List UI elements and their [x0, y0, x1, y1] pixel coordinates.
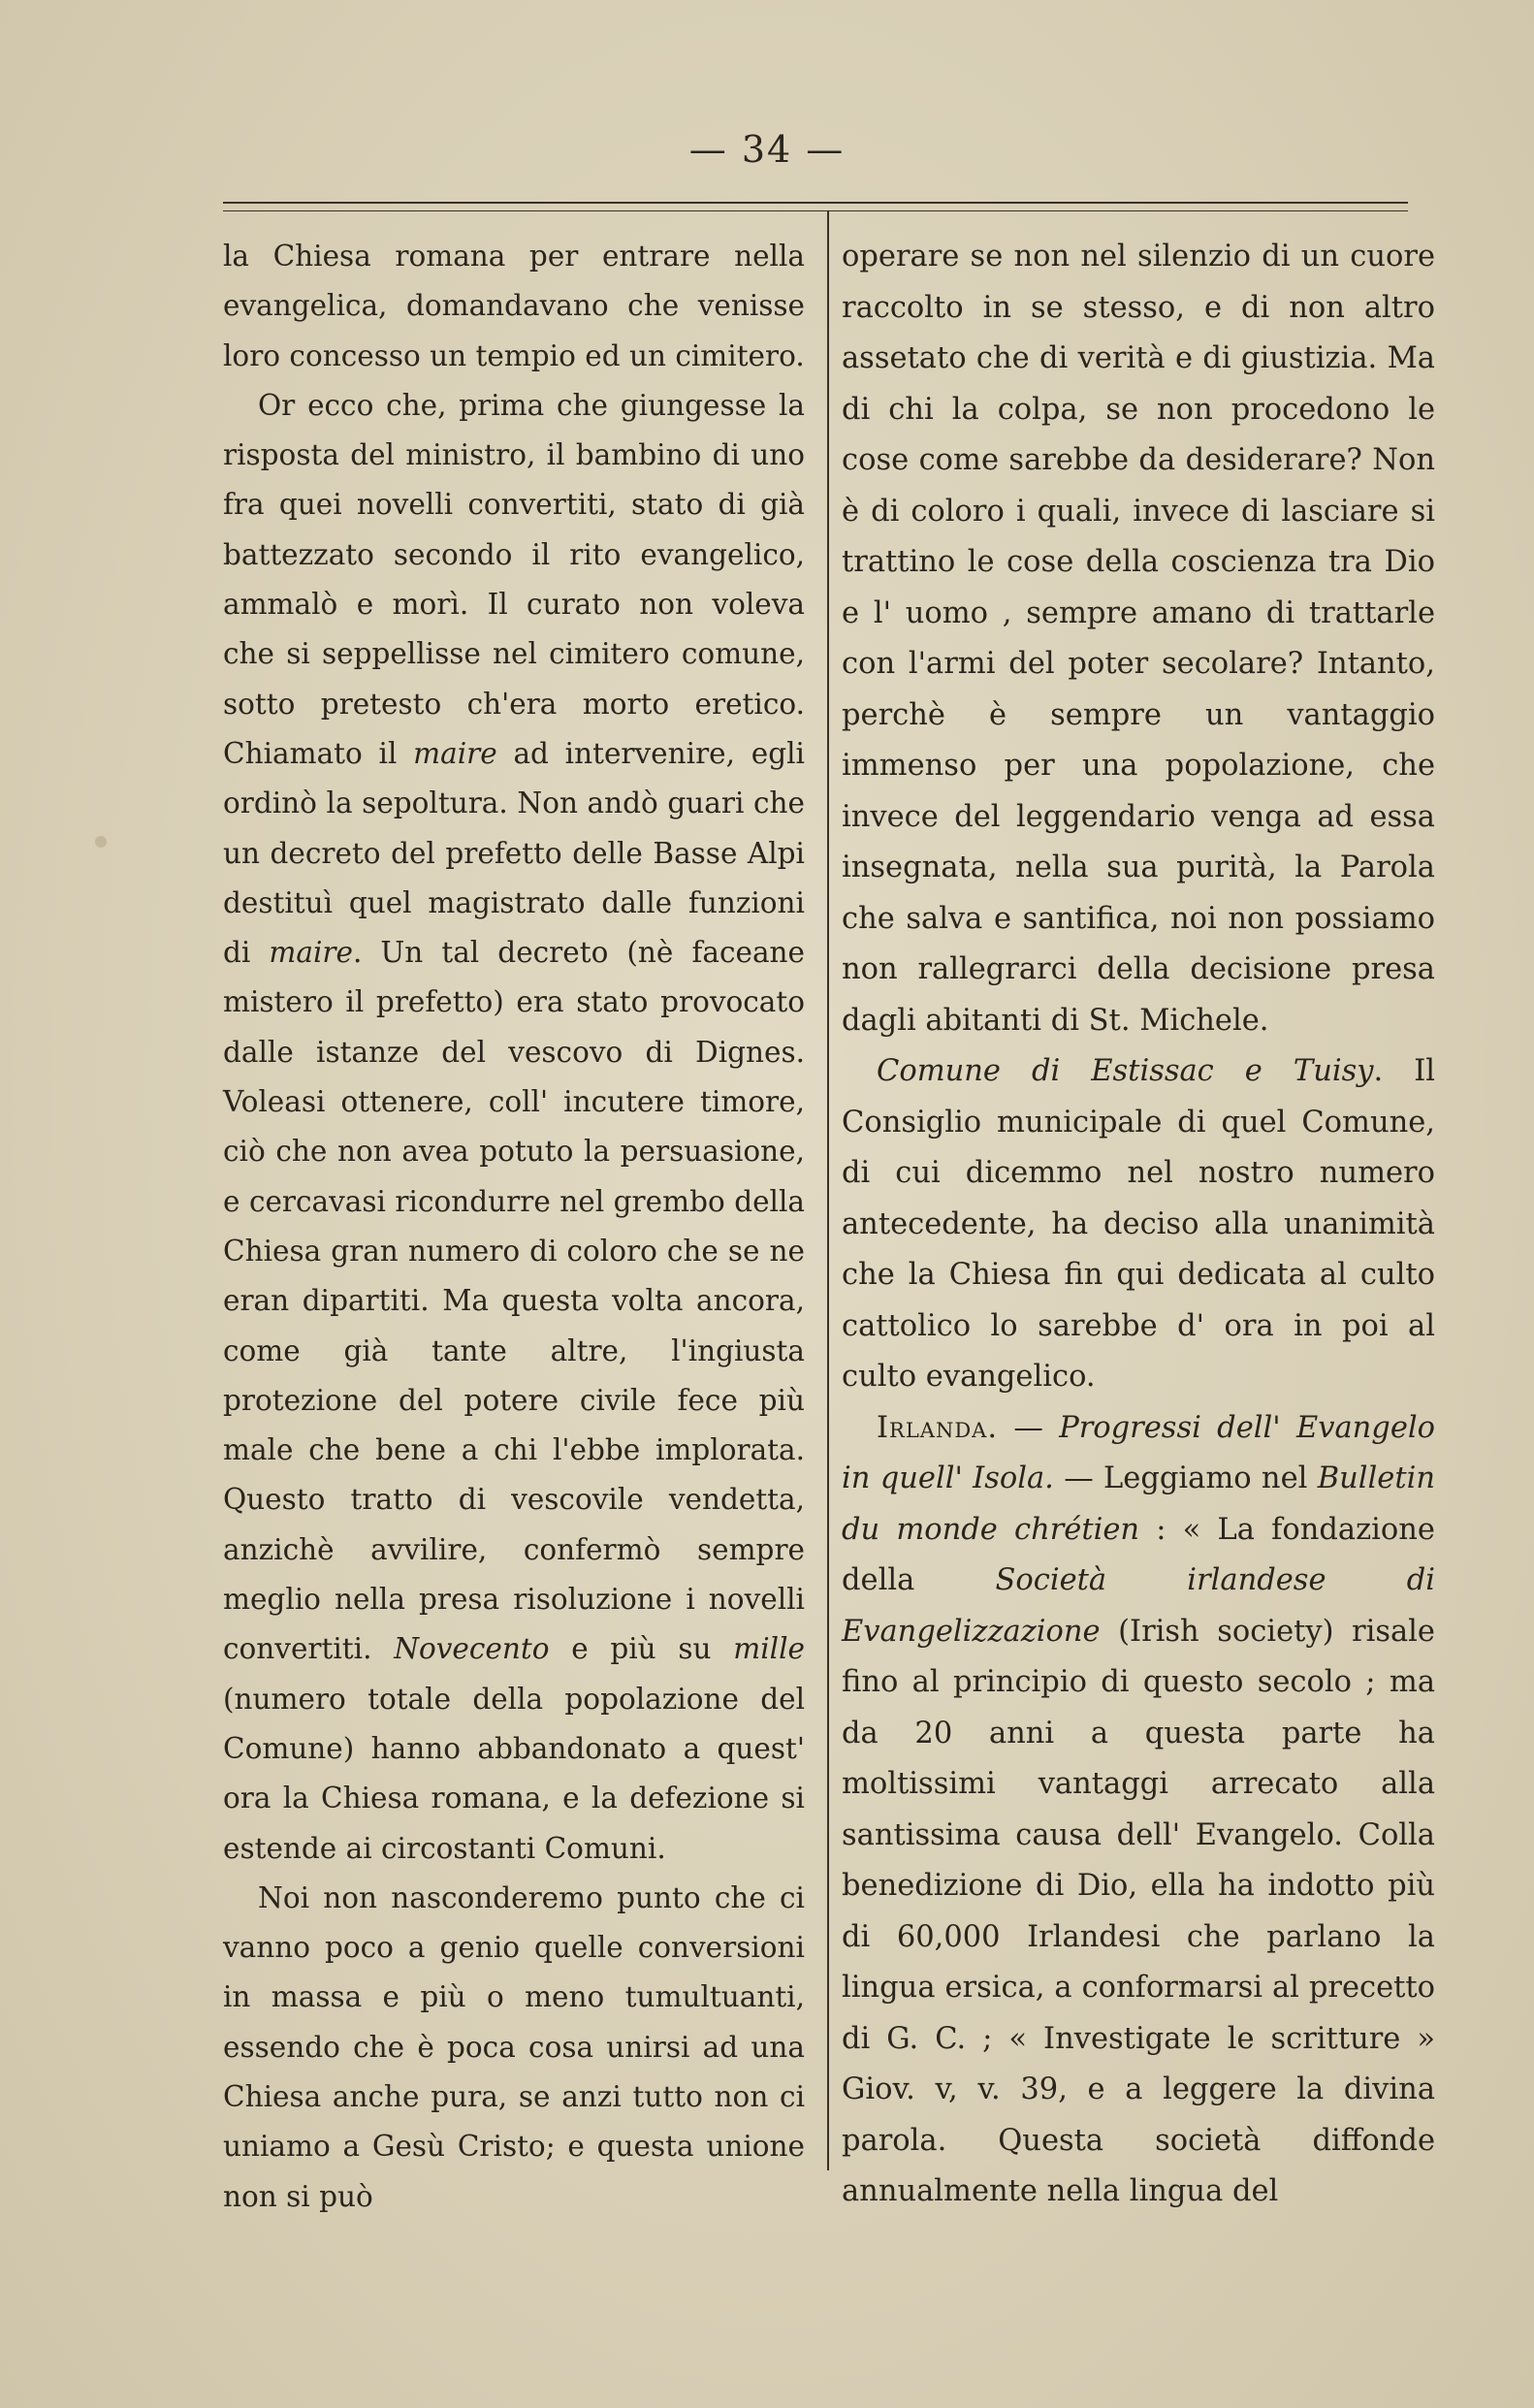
left-p1-text: la Chiesa romana per entrare nella evangelica, domandavano che venisse loro concesso un tempio ed un cimitero. — [223, 240, 805, 372]
left-paragraph-3 — [223, 1874, 805, 2222]
left-paragraph-1 — [223, 232, 805, 381]
right-paragraph-3 — [842, 1403, 1435, 2218]
left-p2-mille: mille — [733, 1632, 805, 1666]
right-p2-heading: Comune di Estissac e Tuisy — [877, 1054, 1374, 1088]
header-rule — [223, 202, 1408, 211]
right-p3-heading: Irlanda. — [877, 1410, 999, 1445]
column-divider — [827, 211, 829, 2170]
left-p2-text-a: Or ecco che, prima che giungesse la risposta del ministro, il bambino di uno fra quei novelli convertiti, stato di già battezzato secondo il rito evangelico, ammalò e morì. Il curato non voleva che si seppellisse nel cimitero comune, sotto pretesto ch'era morto eretico. Chiamato il — [223, 388, 805, 770]
right-p3-text-a: — Leggiamo nel — [1053, 1461, 1318, 1495]
left-p2-maire-2: maire — [269, 936, 353, 970]
left-p2-text-d: e più su — [549, 1632, 734, 1666]
right-p2-text: . Il Consiglio municipale di quel Comune, di cui dicemmo nel nostro numero antecedente, ha deciso alla unanimità che la Chiesa fin qui dedicata al culto cattolico lo sarebbe d' ora in poi al culto evangelico. — [842, 1054, 1435, 1394]
right-column — [842, 232, 1435, 2218]
right-paragraph-1 — [842, 232, 1435, 1046]
left-p3-text: Noi non nasconderemo punto che ci vanno poco a genio quelle conversioni in massa e più o meno tumultuanti, essendo che è poca cosa unirsi ad una Chiesa anche pura, se anzi tutto non ci uniamo a Gesù Cristo; e questa unione non si può — [223, 1880, 805, 2213]
left-p2-maire-1: maire — [413, 736, 497, 770]
right-p3-text-c: (Irish society) risale fino al principio di questo secolo ; ma da 20 anni a questa parte ha moltissimi vantaggi arrecato alla santissima causa dell' Evangelo. Colla benedizione di Dio, ella ha indotto più di 60,000 Irlandesi che parlano la lingua ersica, a conformarsi al precetto di G. C. ; « Investigate le scritture » Giov. v, v. 39, e a leggere la divina parola. Questa società diffonde annualmente nella lingua del — [842, 1614, 1435, 2208]
right-p3-bulletin: Bulletin du monde chrétien — [842, 1461, 1435, 1547]
paper-stain — [95, 836, 107, 848]
left-paragraph-2 — [223, 381, 805, 1874]
left-p2-text-e: (numero totale della popolazione del Comune) hanno abbandonato a quest' ora la Chiesa romana, e la defezione si estende ai circostanti Comuni. — [223, 1682, 805, 1865]
left-column — [223, 232, 805, 2222]
right-paragraph-2 — [842, 1046, 1435, 1403]
right-p3-text-b: : « La fondazione della — [842, 1512, 1435, 1597]
right-p3-society: Società irlandese di Evangelizzazione — [842, 1563, 1435, 1649]
right-p3-dash: — — [998, 1410, 1060, 1445]
page-number: — 34 — — [688, 128, 846, 171]
left-p2-text-b: ad intervenire, egli ordinò la sepoltura. Non andò guari che un decreto del prefetto delle Basse Alpi destituì quel magistrato dalle funzioni di — [223, 736, 805, 970]
right-p1-text: operare se non nel silenzio di un cuore raccolto in se stesso, e di non altro assetato che di verità e di giustizia. Ma di chi la colpa, se non procedono le cose come sarebbe da desiderare? Non è di coloro i quali, invece di lasciare si trattino le cose della coscienza tra Dio e l' uomo , sempre amano di trattarle con l'armi del poter secolare? Intanto, perchè è sempre un vantaggio immenso per una popolazione, che invece del leggendario venga ad essa insegnata, nella sua purità, la Parola che salva e santifica, noi non possiamo non rallegrarci della decisione presa dagli abitanti di St. Michele. — [842, 240, 1435, 1038]
left-p2-novecento: Novecento — [394, 1632, 550, 1666]
left-p2-text-c: . Un tal decreto (nè faceane mistero il prefetto) era stato provocato dalle istanze del vescovo di Dignes. Voleasi ottenere, coll' incutere timore, ciò che non avea potuto la persuasione, e cercavasi ricondurre nel grembo della Chiesa gran numero di coloro che se ne eran dipartiti. Ma questa volta ancora, come già tante altre, l'ingiusta protezione del potere civile fece più male che bene a chi l'ebbe implorata. Questo tratto di vescovile vendetta, anzichè avvilire, confermò sempre meglio nella presa risoluzione i novelli convertiti. — [223, 936, 805, 1666]
right-p3-title: Progressi dell' Evangelo in quell' Isola. — [842, 1410, 1435, 1495]
